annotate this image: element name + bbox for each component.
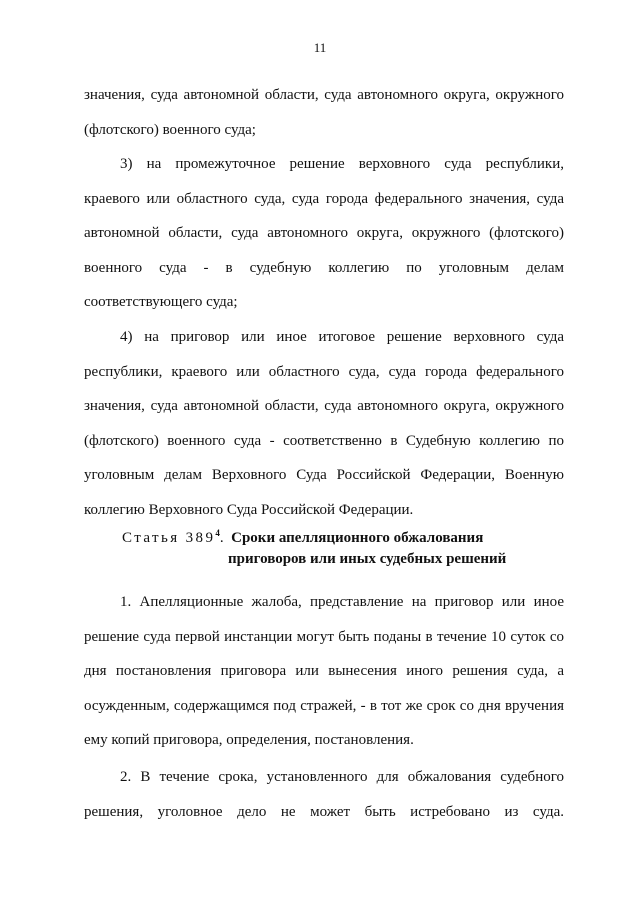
text-line: 4) на приговор или иное итоговое решение верховного суда	[120, 329, 564, 345]
text-line: осужденным, содержащимся под стражей, - в тот же срок со дня вручения	[84, 697, 564, 714]
text-line: военного суда - в судебную коллегию по уголовным делам	[84, 259, 564, 276]
article-title-line-1: Сроки апелляционного обжалования	[231, 530, 484, 546]
list-item-3	[84, 147, 564, 320]
text-line: 2. В течение срока, установленного для обжалования судебного	[120, 769, 564, 785]
text-line: 3) на промежуточное решение верховного суда республики,	[120, 156, 564, 172]
text-line: соответствующего суда;	[84, 294, 238, 310]
article-title-line-2: приговоров или иных судебных решений	[228, 551, 507, 567]
list-item-4	[84, 320, 564, 527]
text-line: ему копий приговора, определения, постановления.	[84, 732, 414, 748]
text-line: дня постановления приговора или вынесения иного решения суда, а	[84, 663, 564, 679]
text-line: республики, краевого или областного суда, суда города федерального	[84, 363, 564, 380]
article-label: Статья 389	[122, 530, 216, 546]
text-line: (флотского) военного суда - соответственно в Судебную коллегию по	[84, 432, 564, 449]
text-line: решение суда первой инстанции могут быть поданы в течение 10 суток со	[84, 628, 564, 645]
article-number-superscript: 4	[215, 528, 220, 538]
text-line: решения, уголовное дело не может быть истребовано из суда.	[84, 803, 564, 820]
page-number: 11	[313, 40, 327, 55]
text-line: значения, суда автономной области, суда автономного округа, окружного	[84, 398, 564, 414]
text-line: краевого или областного суда, суда города федерального значения, суда	[84, 190, 564, 207]
text-line: (флотского) военного суда;	[84, 121, 256, 138]
paragraph-continuation	[84, 78, 564, 147]
article-heading: Статья $389^4$. Сроки апелляционного обжалования приговоров или иных судебных решений	[122, 523, 506, 570]
text-line: коллегию Верховного Суда Российской Федерации.	[84, 501, 414, 518]
text-line: уголовным делам Верховного Суда Российской Федерации, Военную	[84, 467, 564, 483]
paragraph-1	[84, 585, 564, 758]
text-line: 1. Апелляционные жалоба, представление на приговор или иное	[120, 594, 564, 610]
text-line: значения, суда автономной области, суда автономного округа, окружного	[84, 87, 564, 103]
text-line: автономной области, суда автономного округа, окружного (флотского)	[84, 225, 564, 241]
paragraph-2	[84, 760, 564, 829]
